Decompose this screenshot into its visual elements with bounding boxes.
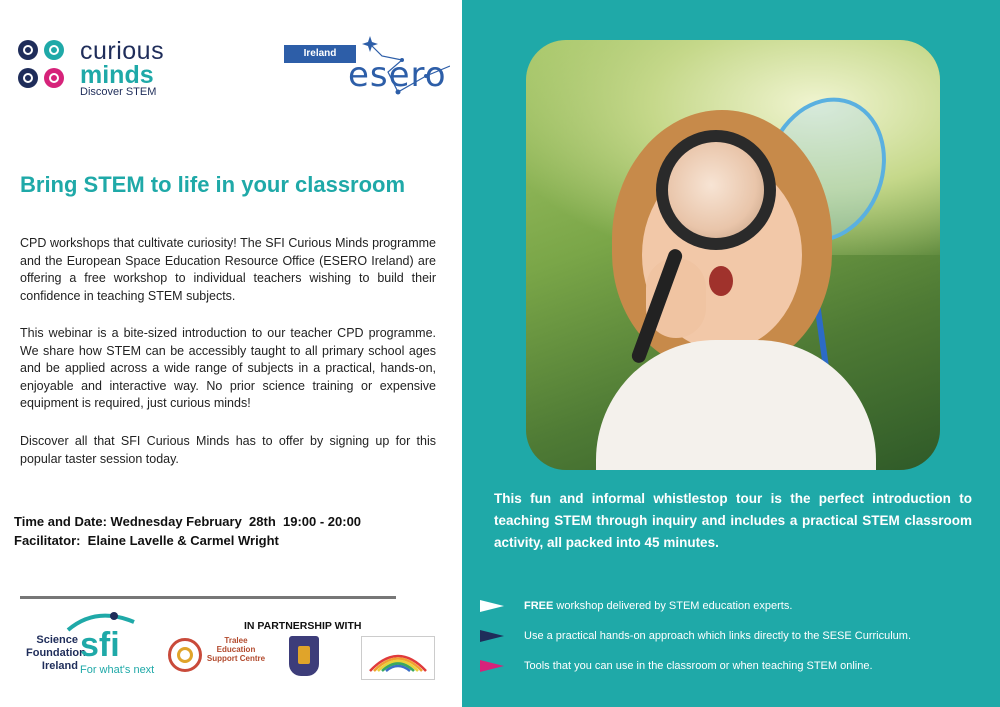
esero-ireland-tag: Ireland bbox=[284, 45, 356, 63]
curious-minds-logo bbox=[18, 37, 178, 100]
curious-minds-tagline: Discover STEM bbox=[80, 86, 157, 98]
page-title: Bring STEM to life in your classroom bbox=[20, 172, 406, 197]
bullet-text: Tools that you can use in the classroom or when teaching STEM online. bbox=[524, 660, 873, 672]
curious-minds-word-1: curious bbox=[80, 37, 165, 65]
bullet-item-free bbox=[480, 597, 980, 617]
bullet-item-curriculum bbox=[480, 627, 980, 647]
facilitator: Facilitator: Elaine Lavelle & Carmel Wright bbox=[14, 533, 279, 548]
rainbow-partner-logo bbox=[361, 636, 435, 680]
school-crest-logo bbox=[289, 636, 319, 676]
time-and-date: Time and Date: Wednesday February 28th 19:00 - 20:00 bbox=[14, 514, 362, 529]
bullet-bold: FREE bbox=[524, 600, 554, 612]
bullet-text: Use a practical hands-on approach which links directly to the SESE Curriculum. bbox=[524, 630, 912, 642]
bullet-item-tools bbox=[480, 657, 980, 677]
summary-text: This fun and informal whistlestop tour is the perfect introduction to teaching STEM through inquiry and includes a practical STEM classroom activity, all packed into 45 minutes. bbox=[494, 491, 972, 550]
intro-paragraph: CPD workshops that cultivate curiosity! The SFI Curious Minds programme and the European Space Education Resource Office (ESERO Ireland) are offering a free workshop to individual teachers wishing to build their confidence in teaching STEM subjects. bbox=[20, 236, 436, 303]
flag-icon bbox=[480, 660, 504, 672]
sfi-mark: sfi bbox=[80, 626, 120, 664]
girl-with-magnifying-glass-photo bbox=[526, 40, 940, 470]
left-panel bbox=[0, 0, 462, 707]
sfi-line-2: Foundation bbox=[26, 647, 86, 659]
esero-wordmark: esero bbox=[348, 55, 447, 95]
flag-icon bbox=[480, 630, 504, 642]
esero-logo bbox=[284, 36, 454, 102]
tesc-name: Tralee Education Support Centre bbox=[206, 636, 266, 663]
sfi-line-3: Ireland bbox=[41, 660, 78, 672]
tralee-education-support-centre-logo bbox=[168, 634, 268, 680]
event-details bbox=[14, 512, 361, 550]
curious-minds-word-2: minds bbox=[80, 61, 154, 89]
flag-icon bbox=[480, 600, 504, 612]
partnership-label: IN PARTNERSHIP WITH bbox=[244, 620, 362, 632]
tesc-emblem-icon bbox=[168, 638, 202, 672]
sfi-tagline: For what's next bbox=[80, 664, 155, 676]
sfi-line-1: Science bbox=[36, 634, 78, 646]
webinar-paragraph: This webinar is a bite-sized introduction to our teacher CPD programme. We share how STEM can be accessibly taught to all primary school ages and be applied across a wide range of subjects in a practical, hands-on, enjoyable and interactive way. No prior science training or expensive equipment is required, just curious minds! bbox=[20, 326, 436, 410]
rainbow-arc-icon bbox=[362, 637, 434, 679]
curious-minds-dots-icon bbox=[18, 40, 70, 94]
discover-paragraph: Discover all that SFI Curious Minds has to offer by signing up for this popular taster session today. bbox=[20, 434, 436, 466]
divider bbox=[20, 596, 396, 599]
bullet-text: workshop delivered by STEM education experts. bbox=[553, 600, 793, 612]
sfi-logo bbox=[26, 610, 166, 680]
